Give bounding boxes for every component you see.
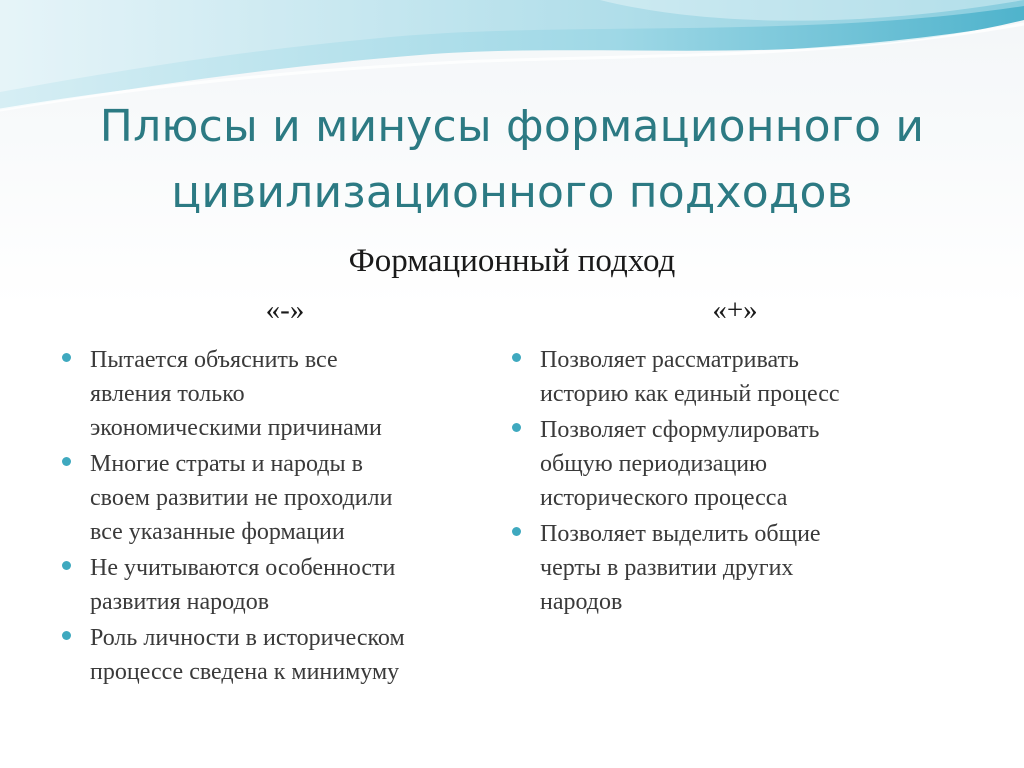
plus-item-text: [540, 413, 952, 515]
minus-item-line: процессе сведена к минимуму: [90, 659, 400, 685]
slide-title: [40, 94, 984, 226]
minus-item-text: [90, 621, 502, 689]
plus-item-text: [540, 517, 952, 619]
plus-item: [512, 413, 952, 515]
plus-item-line: историю как единый процесс: [540, 381, 840, 407]
plus-list: [512, 343, 952, 621]
plus-column-header: «+»: [712, 294, 758, 326]
plus-item-line: Позволяет рассматривать: [540, 347, 799, 373]
minus-item-line: Не учитываются особенности: [90, 555, 396, 581]
plus-item-line: Позволяет сформулировать: [540, 417, 820, 443]
bullet-icon: [62, 631, 71, 640]
minus-item-line: своем развитии не проходили: [90, 485, 393, 511]
minus-item: [62, 621, 502, 689]
title-line-1: Плюсы и минусы формационного и: [99, 101, 925, 152]
title-line-2: цивилизационного подходов: [171, 167, 853, 218]
minus-item: [62, 551, 502, 619]
minus-item-line: экономическими причинами: [90, 415, 382, 441]
slide-subtitle: Формационный подход: [348, 243, 676, 279]
minus-column-header: «-»: [265, 294, 305, 326]
minus-item-text: [90, 343, 502, 445]
plus-item-line: Позволяет выделить общие: [540, 521, 821, 547]
minus-item-line: все указанные формации: [90, 519, 345, 545]
minus-item-text: [90, 551, 502, 619]
minus-item-line: развития народов: [90, 589, 270, 615]
bullet-icon: [512, 527, 521, 536]
bullet-icon: [62, 561, 71, 570]
bullet-icon: [512, 353, 521, 362]
minus-item-line: Пытается объяснить все: [90, 347, 338, 373]
plus-item-line: исторического процесса: [540, 485, 788, 511]
bullet-icon: [512, 423, 521, 432]
plus-item: [512, 343, 952, 411]
plus-item-line: черты в развитии других: [540, 555, 794, 581]
minus-item-text: [90, 447, 502, 549]
plus-item: [512, 517, 952, 619]
minus-item: [62, 343, 502, 445]
bullet-icon: [62, 353, 71, 362]
minus-item-line: явления только: [90, 381, 245, 407]
minus-item-line: Многие страты и народы в: [90, 451, 363, 477]
plus-item-line: народов: [540, 589, 623, 615]
minus-list: [62, 343, 502, 691]
minus-item: [62, 447, 502, 549]
plus-item-line: общую периодизацию: [540, 451, 768, 477]
plus-item-text: [540, 343, 952, 411]
bullet-icon: [62, 457, 71, 466]
minus-item-line: Роль личности в историческом: [90, 625, 405, 651]
